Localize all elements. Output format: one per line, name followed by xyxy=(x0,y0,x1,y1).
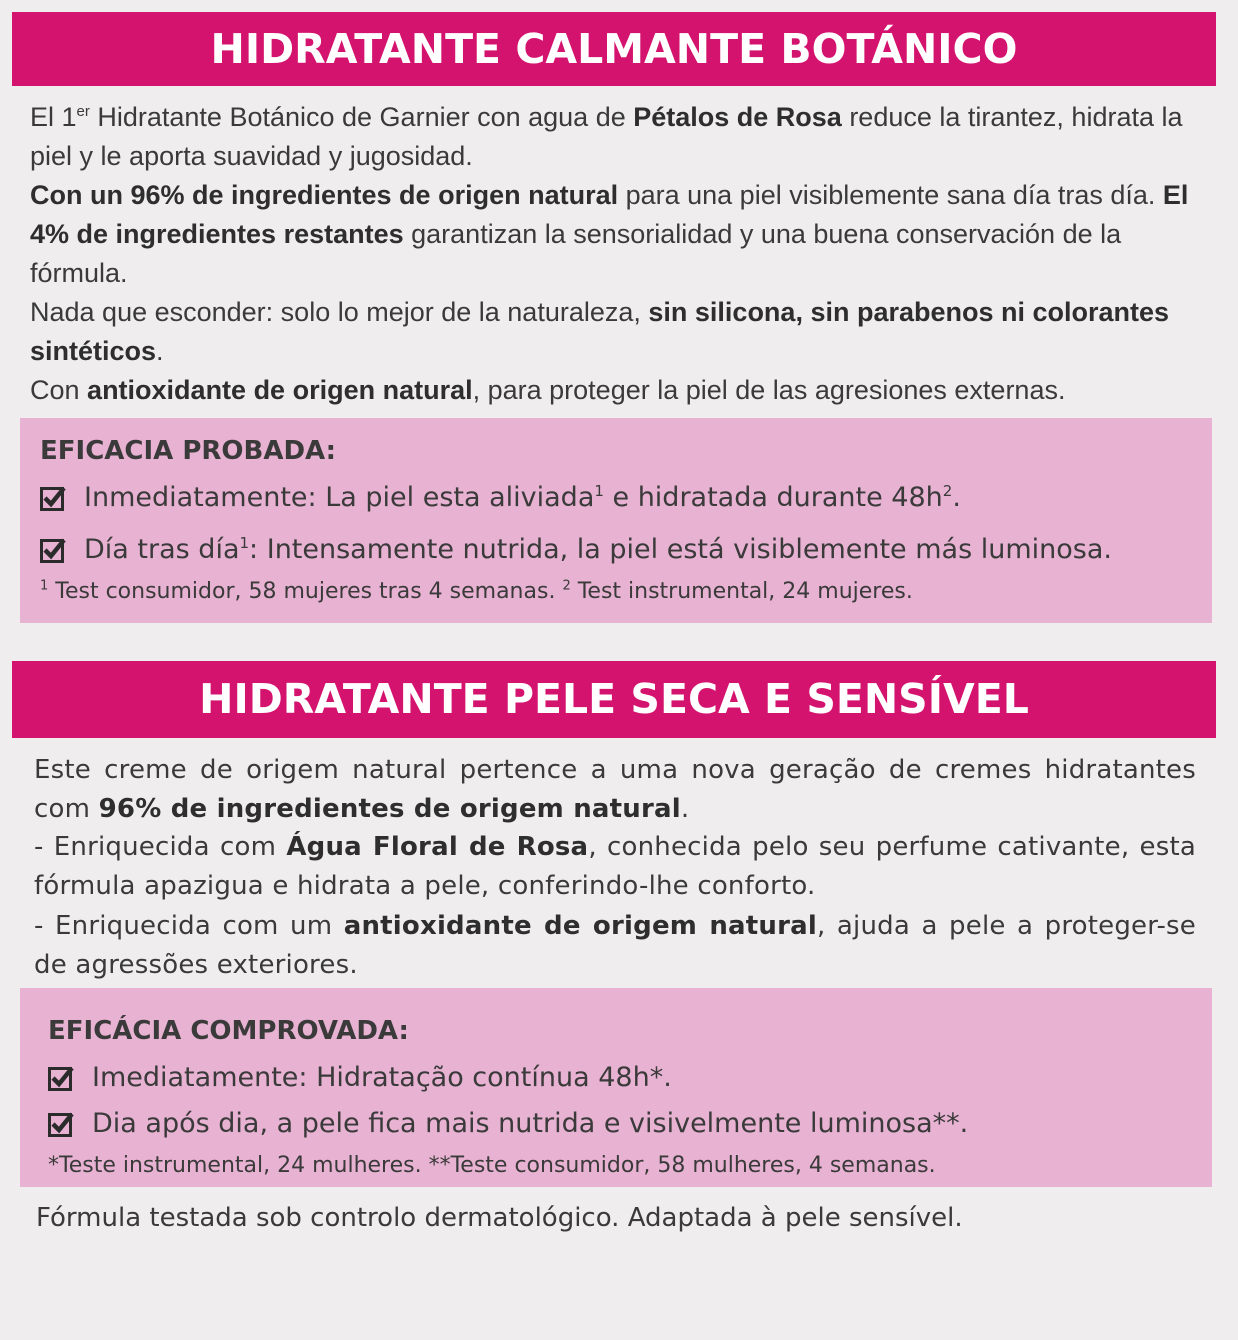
checkbox-checked-icon xyxy=(48,1111,74,1137)
efficacy-title-pt: EFICÁCIA COMPROVADA: xyxy=(48,1016,409,1046)
efficacy-item-es-immediate-text: Inmediatamente: La piel esta aliviada$^1$ e hidratada durante $48h^2$. xyxy=(84,482,961,513)
checkbox-checked-icon xyxy=(40,537,66,563)
paragraph-es-natural: Con un 96% de ingredientes de origen natural para una piel visiblemente sana día tras día. El 4% de ingredientes restantes garantizan la sensorialidad y una buena conservación de la fórmula. xyxy=(30,180,1189,288)
efficacy-box-pt xyxy=(20,988,1212,1187)
efficacy-item-pt-immediate xyxy=(48,1056,1212,1100)
paragraph-pt-intro: Este creme de origem natural pertence a uma nova geração de cremes hidratantes com 96% de ingredientes de origem natural. xyxy=(34,755,1196,824)
paragraph-es-antioxidant: Con antioxidante de origen natural, para proteger la piel de las agresiones externas. xyxy=(30,375,1066,405)
section-title-es: HIDRATANTE CALMANTE BOTÁNICO xyxy=(12,12,1216,86)
efficacy-item-pt-immediate-text: Imediatamente: Hidratação contínua 48h*. xyxy=(92,1062,672,1093)
checkbox-checked-icon xyxy=(48,1065,74,1091)
efficacy-footnote-es: $^1$ Test consumidor, 58 mujeres tras 4 semanas. $^2$ Test instrumental, 24 mujeres. xyxy=(40,578,913,604)
paragraph-es-nothing-to-hide: Nada que esconder: solo lo mejor de la naturaleza, sin silicona, sin parabenos ni colorantes sintéticos. xyxy=(30,297,1170,366)
efficacy-item-pt-daily-text: Dia após dia, a pele fica mais nutrida e visivelmente luminosa**. xyxy=(92,1108,969,1139)
paragraph-pt-antioxidant: - Enriquecida com um antioxidante de origem natural, ajuda a pele a proteger-se de agressões exteriores. xyxy=(34,911,1197,980)
checkbox-checked-icon xyxy=(40,485,66,511)
efficacy-footnote-pt: *Teste instrumental, 24 mulheres. **Teste consumidor, 58 mulheres, 4 semanas. xyxy=(48,1153,936,1178)
efficacy-box-es xyxy=(20,418,1212,623)
paragraph-es-intro: El 1er Hidratante Botánico de Garnier con agua de Pétalos de Rosa reduce la tirantez, hidrata la piel y le aporta suavidad y jugosidad. xyxy=(30,102,1183,171)
efficacy-item-es-daily-text: Día tras día$^1$: Intensamente nutrida, la piel está visiblemente más luminosa. xyxy=(84,534,1112,565)
efficacy-item-es-daily xyxy=(40,528,1212,572)
efficacy-item-pt-daily xyxy=(48,1102,1212,1146)
dermatological-statement-pt: Fórmula testada sob controlo dermatológico. Adaptada à pele sensível. xyxy=(36,1203,963,1233)
efficacy-item-es-immediate xyxy=(40,476,1212,520)
paragraph-pt-floral-water: - Enriquecida com Água Floral de Rosa, conhecida pelo seu perfume cativante, esta fórmula apazigua e hidrata a pele, conferindo-lhe conforto. xyxy=(34,832,1196,901)
efficacy-title-es: EFICACIA PROBADA: xyxy=(40,436,337,466)
section-title-pt: HIDRATANTE PELE SECA E SENSÍVEL xyxy=(12,661,1216,738)
